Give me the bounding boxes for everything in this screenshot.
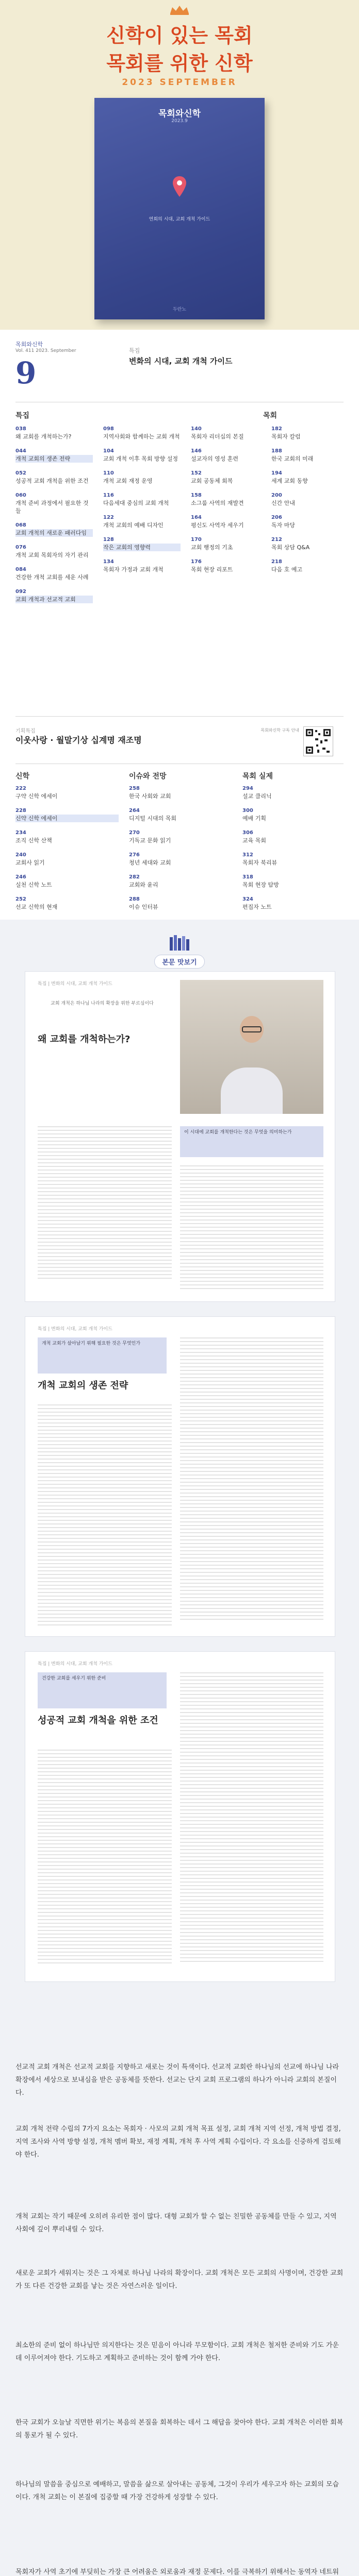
cover-footer: 두란노	[172, 307, 187, 312]
toc-item-title: 교육 목회	[242, 837, 267, 844]
toc-item[interactable]	[129, 852, 232, 867]
toc-item-page: 312	[242, 852, 253, 858]
toc-item[interactable]	[15, 492, 93, 515]
toc-item-title: 개척 교회의 예배 디자인	[103, 522, 164, 529]
toc-item[interactable]	[103, 492, 181, 507]
toc-column-head: 목회	[263, 412, 278, 420]
toc-item-page: 052	[15, 470, 26, 476]
toc-item-title: 목회자 리더십의 본질	[191, 433, 244, 440]
toc-item[interactable]	[129, 829, 232, 844]
toc-item[interactable]	[129, 896, 232, 911]
toc-item-title: 실천 신학 노트	[15, 882, 52, 888]
toc-item-page: 084	[15, 567, 26, 572]
toc-item-title: 청년 세대와 교회	[129, 859, 171, 866]
preview-page-title: 개척 교회의 생존 전략	[38, 1380, 128, 1391]
toc-item-title: 조직 신학 산책	[15, 837, 52, 844]
description-paragraph: 한국 교회가 오늘날 직면한 위기는 복음의 본질을 회복하는 데서 그 해답을 찾아야 한다. 교회 개척은 이러한 회복의 통로가 될 수 있다.	[15, 2419, 344, 2439]
toc-item-page: 076	[15, 545, 26, 550]
toc-item[interactable]	[15, 426, 93, 440]
toc-item-page: 276	[129, 852, 140, 858]
cover-brand: 목회와신학	[158, 109, 201, 119]
location-pin-icon	[172, 175, 187, 198]
toc-item[interactable]	[129, 785, 232, 800]
toc-item-page: 240	[15, 852, 26, 858]
toc-item-title: 목회자 가정과 교회 개척	[103, 566, 164, 573]
toc-item-page: 252	[15, 896, 26, 902]
body-text-block	[38, 1126, 172, 1281]
toc-item-page: 258	[129, 786, 140, 791]
toc-item[interactable]	[191, 492, 263, 507]
toc-item-title: 다음세대 중심의 교회 개척	[103, 500, 169, 506]
toc-item-page: 218	[271, 559, 282, 565]
toc-item-title: 왜 교회를 개척하는가?	[15, 433, 72, 440]
toc-item[interactable]	[191, 426, 263, 440]
toc-column-head: 목회 실제	[242, 772, 273, 781]
toc-item-page: 134	[103, 559, 114, 565]
toc-item[interactable]	[191, 558, 263, 573]
toc-item-page: 222	[15, 786, 26, 791]
preview-page-header: 특집 | 변화의 시대, 교회 개척 가이드	[38, 981, 112, 987]
toc-item[interactable]	[191, 514, 263, 529]
preview-badge: 본문 맛보기	[154, 955, 204, 969]
toc-lead-title: 변화의 시대, 교회 개척 가이드	[129, 357, 233, 366]
preview-page-caption: 건강한 교회를 세우기 위한 준비	[42, 1676, 106, 1681]
toc-issue-number: 9	[15, 355, 37, 391]
toc-item-title: 신간 안내	[271, 500, 296, 506]
description-paragraph: 선교적 교회 개척은 선교적 교회를 지향하고 새로는 것이 특색이다. 선교적 교회란 하나님의 선교에 하나님 나라 확장에서 세상으로 보내심을 받은 공동체를 뜻한다. 선교는 단지 교회 프로그램의 하나가 아니라 교회의 본질이다.	[15, 2063, 339, 2097]
toc-item[interactable]	[242, 785, 344, 800]
preview-page-header: 특집 | 변화의 시대, 교회 개척 가이드	[38, 1662, 112, 1667]
body-text-block	[180, 1165, 323, 1292]
toc-item-title: 이슈 인터뷰	[129, 904, 158, 910]
toc-item-page: 038	[15, 426, 26, 432]
toc-item-title: 개척 준비 과정에서 필요한 것들	[15, 500, 89, 514]
toc-item-title: 독자 마당	[271, 522, 296, 529]
preview-header	[149, 933, 210, 969]
toc-item[interactable]	[15, 852, 119, 867]
toc-item-page: 234	[15, 830, 26, 836]
toc-item-page: 318	[242, 874, 253, 880]
toc-sub-column-2	[129, 785, 232, 918]
toc-item-title: 교회 개척의 새로운 패러다임	[15, 529, 93, 537]
toc-item[interactable]	[15, 829, 119, 844]
toc-item[interactable]	[103, 536, 181, 551]
toc-column-head: 이슈와 전망	[129, 772, 167, 781]
toc-item[interactable]	[15, 522, 93, 537]
toc-item-title: 목회 상담 Q&A	[271, 544, 310, 551]
toc-item-title: 소그룹 사역의 재발견	[191, 500, 244, 506]
toc-item-page: 146	[191, 448, 202, 454]
crown-emblem-icon	[168, 4, 191, 15]
toc-item-title: 목회 현장 탐방	[242, 882, 279, 888]
toc-item-title: 선교 신학의 현재	[15, 904, 58, 910]
toc-item-title: 설교 클리닉	[242, 793, 272, 800]
toc-item[interactable]	[242, 807, 344, 822]
highlight-box	[38, 1672, 167, 1708]
toc-item-page: 152	[191, 470, 202, 476]
toc-item-title: 지역사회와 함께하는 교회 개척	[103, 433, 180, 440]
toc-item[interactable]	[15, 874, 119, 889]
toc-item[interactable]	[242, 896, 344, 911]
description-paragraph: 교회 개척 전략 수립의 7가지 요소는 목회자 · 사모의 교회 개척 목표 설정, 교회 개척 지역 선정, 개척 방법 결정, 지역 조사와 사역 방향 설정, 개척 멤버 확보, 재정 계획, 개척 후 사역 계획 수립이다. 각 요소를 신중하게 검토해야 한다.	[15, 2125, 341, 2159]
preview-page-header: 특집 | 변화의 시대, 교회 개척 가이드	[38, 1327, 112, 1332]
toc-item-title: 디지털 시대의 목회	[129, 815, 177, 822]
toc-item[interactable]	[15, 566, 93, 581]
preview-page-title: 성공적 교회 개척을 위한 조건	[38, 1715, 158, 1726]
toc-item[interactable]	[271, 492, 344, 507]
toc-item[interactable]	[103, 558, 181, 573]
toc-item-title: 예배 기획	[242, 815, 267, 822]
toc-item-title: 세계 교회 동향	[271, 478, 308, 484]
toc-item-title: 교회 개척 이후 목회 방향 설정	[103, 455, 178, 462]
toc-item-page: 068	[15, 522, 26, 528]
toc-item-page: 300	[242, 808, 253, 814]
toc-item[interactable]	[191, 448, 263, 463]
books-icon	[168, 933, 191, 952]
toc-item-title: 편집자 노트	[242, 904, 272, 910]
toc-item-title: 작은 교회의 영향력	[103, 544, 181, 551]
hero-headline-line1: 신학이 있는 목회	[106, 24, 253, 47]
qr-code-icon[interactable]	[303, 726, 333, 756]
product-description	[0, 2045, 359, 2576]
toc-item[interactable]	[15, 544, 93, 559]
description-paragraph: 하나님의 말씀을 중심으로 예배하고, 말씀을 삶으로 살아내는 공동체, 그것이 우리가 세우고자 하는 교회의 모습이다. 개척 교회는 이 본질에 집중할 때 가장 건강하게 성장할 수 있다.	[15, 2481, 339, 2501]
preview-page-title: 왜 교회를 개척하는가?	[38, 1034, 130, 1045]
toc-item-title: 목회 현장 리포트	[191, 566, 233, 573]
toc-item-page: 264	[129, 808, 140, 814]
toc-item-title: 다음 호 예고	[271, 566, 303, 573]
toc-item-title: 구약 신학 에세이	[15, 793, 58, 800]
toc-sub-column-1	[15, 785, 119, 918]
hero-headline	[0, 22, 359, 77]
toc-item-page: 044	[15, 448, 26, 454]
toc-item-page: 282	[129, 874, 140, 880]
toc-item-page: 294	[242, 786, 253, 791]
toc-item-page: 170	[191, 537, 202, 543]
toc-sub-column-3	[242, 785, 344, 918]
toc-item-page: 182	[271, 426, 282, 432]
toc-item[interactable]	[191, 536, 263, 551]
description-paragraph: 최소한의 준비 없이 하나님만 의지한다는 것은 믿음이 아니라 무모함이다. 교회 개척은 철저한 준비와 기도 가운데 이루어져야 한다. 기도하고 계획하고 준비하는 것이 함께 가야 한다.	[15, 2342, 339, 2362]
toc-item[interactable]	[129, 874, 232, 889]
toc-item-title: 목회자 칼럼	[271, 433, 301, 440]
toc-item[interactable]	[191, 470, 263, 485]
body-text-block	[38, 1404, 172, 1628]
divider	[15, 716, 344, 717]
toc-column-2	[103, 426, 181, 581]
body-text-block	[180, 1672, 323, 1964]
cover-topic: 연회의 시대, 교회 개척 가이드	[149, 217, 210, 222]
toc-item[interactable]	[271, 448, 344, 463]
toc-item-page: 122	[103, 515, 114, 520]
toc-item-page: 116	[103, 493, 114, 498]
toc-item-title: 개척 교회 목회자의 자기 관리	[15, 552, 89, 558]
toc-column-4	[271, 426, 344, 581]
toc-item-page: 194	[271, 470, 282, 476]
qr-note: 목회와신학 구독 안내	[260, 728, 299, 733]
toc-item-title: 기독교 문화 읽기	[129, 837, 171, 844]
toc-brand: 목회와신학	[15, 341, 43, 348]
preview-page-caption: 이 시대에 교회를 개척한다는 것은 무엇을 의미하는가	[184, 1130, 292, 1135]
subtheme-label: 기획특집	[15, 728, 36, 734]
author-photo	[180, 980, 323, 1114]
toc-item[interactable]	[271, 470, 344, 485]
hero-headline-line2: 목회를 위한 신학	[106, 52, 253, 75]
toc-item-page: 164	[191, 515, 202, 520]
issue-date-label: 2023 SEPTEMBER	[122, 77, 237, 88]
toc-item-title: 건강한 개척 교회를 세운 사례	[15, 574, 89, 581]
toc-item-page: 246	[15, 874, 26, 880]
toc-item-title: 교회사 읽기	[15, 859, 45, 866]
preview-page	[25, 1651, 335, 1982]
toc-item-page: 228	[15, 808, 26, 814]
toc-column-1	[15, 426, 93, 611]
toc-item-title: 교회 개척과 선교적 교회	[15, 596, 93, 603]
preview-page-quote: 교회 개척은 하나님 나라의 확장을 위한 부르심이다	[51, 1001, 154, 1006]
toc-item-title: 교회와 윤리	[129, 882, 158, 888]
toc-item[interactable]	[15, 588, 93, 603]
body-text-block	[38, 1750, 172, 1966]
toc-item-page: 270	[129, 830, 140, 836]
toc-item[interactable]	[103, 426, 181, 440]
toc-item-title: 개척 교회 재정 운영	[103, 478, 153, 484]
toc-item-title: 한국 사회와 교회	[129, 793, 171, 800]
toc-item-page: 098	[103, 426, 114, 432]
toc-lead-category: 특집	[129, 347, 140, 354]
toc-item-title: 설교자의 영성 훈련	[191, 455, 239, 462]
toc-volume: Vol. 411 2023. September	[15, 348, 76, 353]
toc-item-page: 128	[103, 537, 114, 543]
toc-item-title: 한국 교회의 미래	[271, 455, 314, 462]
hero-banner	[0, 0, 359, 330]
preview-page	[25, 971, 335, 1302]
toc-item-page: 288	[129, 896, 140, 902]
toc-item-page: 176	[191, 559, 202, 565]
toc-item[interactable]	[15, 896, 119, 911]
description-paragraph: 새로운 교회가 세워지는 것은 그 자체로 하나님 나라의 확장이다. 교회 개척은 모든 교회의 사명이며, 건강한 교회가 또 다른 건강한 교회를 낳는 것은 자연스러운 일이다.	[15, 2269, 344, 2290]
toc-item[interactable]	[103, 470, 181, 485]
toc-item[interactable]	[242, 829, 344, 844]
toc-item-title: 성공적 교회 개척을 위한 조건	[15, 478, 89, 484]
toc-item-title: 개척 교회의 생존 전략	[15, 455, 93, 463]
toc-item[interactable]	[271, 536, 344, 551]
table-of-contents	[0, 330, 359, 920]
toc-item-page: 212	[271, 537, 282, 543]
toc-item[interactable]	[242, 852, 344, 867]
subtheme-title: 이웃사랑 · 월말기상 십계명 재조명	[15, 735, 142, 745]
toc-item-page: 110	[103, 470, 114, 476]
toc-item-page: 188	[271, 448, 282, 454]
toc-item-title: 교회 공동체 회복	[191, 478, 233, 484]
toc-item-title: 교회 행정의 기초	[191, 544, 233, 551]
toc-column-head: 특집	[15, 412, 30, 420]
toc-item[interactable]	[103, 514, 181, 529]
toc-item-title: 신약 신학 에세이	[15, 815, 119, 822]
highlight-box	[180, 1126, 323, 1157]
preview-page	[25, 1316, 335, 1637]
toc-item[interactable]	[271, 426, 344, 440]
toc-item-page: 200	[271, 493, 282, 498]
toc-item-page: 158	[191, 493, 202, 498]
toc-item-page: 060	[15, 493, 26, 498]
description-paragraph: 목회자가 사역 초기에 부딪히는 가장 큰 어려움은 외로움과 재정 문제다. 이를 극복하기 위해서는 동역자 네트워	[15, 2568, 339, 2576]
toc-column-3	[191, 426, 263, 581]
toc-item[interactable]	[129, 807, 232, 822]
preview-page-caption: 개척 교회가 살아남기 위해 필요한 것은 무엇인가	[42, 1341, 141, 1346]
toc-item-page: 092	[15, 589, 26, 595]
toc-item-page: 324	[242, 896, 253, 902]
toc-column-head: 신학	[15, 772, 30, 781]
toc-item[interactable]	[271, 514, 344, 529]
highlight-box	[38, 1337, 167, 1374]
content-preview	[0, 920, 359, 2045]
cover-issue: 2023.9	[171, 118, 188, 124]
magazine-cover	[94, 98, 265, 319]
toc-item[interactable]	[15, 448, 93, 463]
toc-item-page: 206	[271, 515, 282, 520]
toc-item[interactable]	[15, 807, 119, 822]
toc-item-title: 목회자 북리뷰	[242, 859, 278, 866]
toc-item-page: 104	[103, 448, 114, 454]
toc-item[interactable]	[15, 785, 119, 800]
description-paragraph: 개척 교회는 작기 때문에 오히려 유리한 점이 많다. 대형 교회가 할 수 없는 친밀한 공동체를 만들 수 있고, 지역 사회에 깊이 뿌리내릴 수 있다.	[15, 2213, 337, 2233]
toc-item[interactable]	[15, 470, 93, 485]
toc-item[interactable]	[242, 874, 344, 889]
toc-item[interactable]	[103, 448, 181, 463]
toc-item[interactable]	[271, 558, 344, 573]
toc-item-page: 306	[242, 830, 253, 836]
body-text-block	[180, 1337, 323, 1622]
toc-item-title: 평신도 사역자 세우기	[191, 522, 244, 529]
toc-item-page: 140	[191, 426, 202, 432]
